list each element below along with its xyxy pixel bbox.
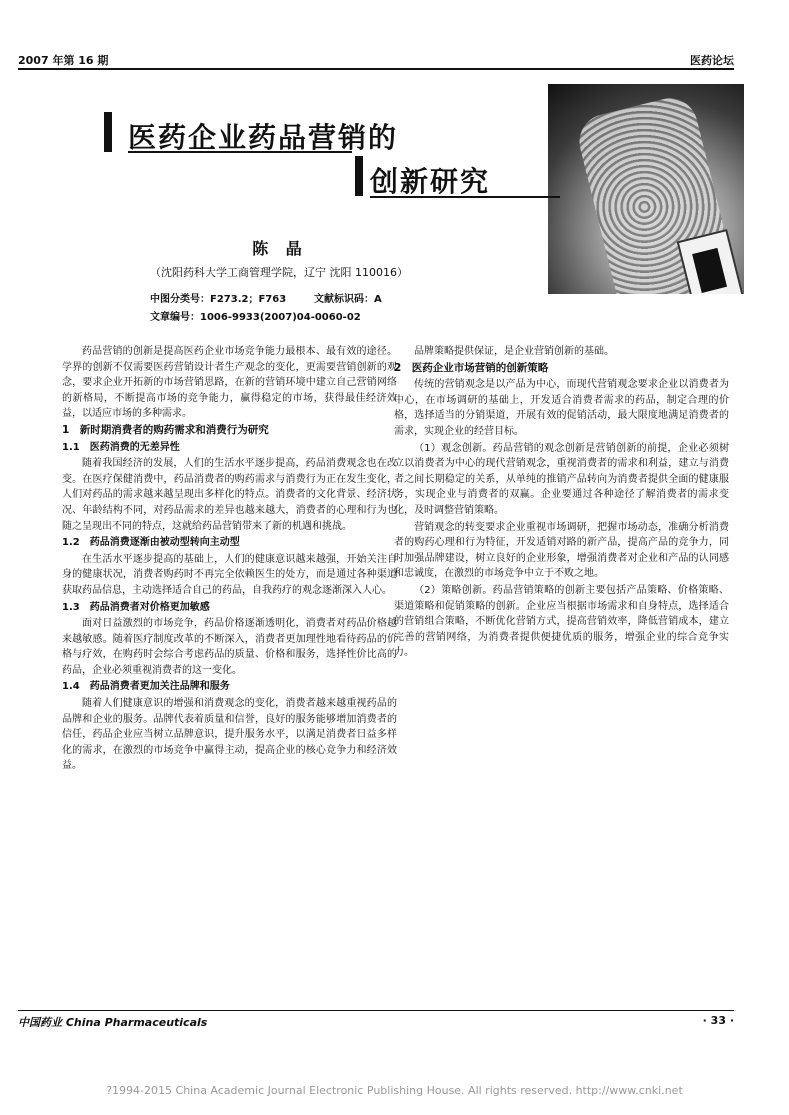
body-paragraph: 传统的营销观念是以产品为中心，而现代营销观念要求企业以消费者为中心，在市场调研的基础上，开发适合消费者需求的药品，制定合理的价格，选择适当的分销渠道，开展有效的促销活动，最大限度地满足消费者的需求，实现企业的经营目标。 xyxy=(394,379,729,437)
body-paragraph: 品牌策略提供保证，是企业营销创新的基础。 xyxy=(414,346,614,357)
title-underline xyxy=(128,151,352,153)
page-number: · 33 · xyxy=(702,1014,734,1027)
author-affiliation: （沈阳药科大学工商管理学院，辽宁 沈阳 110016） xyxy=(150,266,408,279)
body-paragraph: （1）观念创新。药品营销的观念创新是营销创新的前提，企业必须树立以消费者为中心的现代营销观念，重视消费者的需求和利益，建立与消费者之间长期稳定的关系，从单纯的推销产品转向为消费者提供全面的健康服务，实现企业与消费者的双赢。企业要通过各种途径了解消费者的需求变化，及时调整营销策略。 xyxy=(394,442,729,516)
footer-rule xyxy=(18,1010,734,1011)
running-footer xyxy=(18,1014,734,1030)
section-heading: 2 医药企业市场营销的创新策略 xyxy=(394,361,549,374)
classification-number: 中图分类号：F273.2；F763 xyxy=(150,294,287,305)
header-issue: 2007 年第 16 期 xyxy=(18,54,109,67)
article-title-line2: 创新研究 xyxy=(370,165,491,198)
body-paragraph: 药品营销的创新是提高医药企业市场竞争能力最根本、最有效的途径。学界的创新不仅需要医药营销设计者生产观念的变化，更需要营销创新的观念，要求企业开拓新的市场营销思路，在新的营销环境中建立自己营销网络的新格局，不断提高市场的竞争能力，赢得稳定的市场，获得最佳经济效益，以适应市场的多种需求。 xyxy=(62,346,397,420)
bottle-label xyxy=(677,229,744,294)
right-column xyxy=(394,344,729,1004)
section-heading: 1.1 医药消费的无差异性 xyxy=(62,441,180,453)
body-paragraph: 随着人们健康意识的增强和消费观念的变化，消费者越来越重视药品的品牌和企业的服务。品牌代表着质量和信誉，良好的服务能够增加消费者的信任，药品企业应当树立品牌意识，提升服务水平，以满足消费者日益多样化的需求，在激烈的市场竞争中赢得主动，提高企业的核心竞争力和经济效益。 xyxy=(62,698,397,772)
body-paragraph: 面对日益激烈的市场竞争，药品价格逐渐透明化，消费者对药品价格越来越敏感。随着医疗制度改革的不断深入，消费者更加理性地看待药品的价格与疗效，在购药时会综合考虑药品的质量、价格和服务，选择性价比高的药品，企业必须重视消费者的这一变化。 xyxy=(62,618,397,676)
medicine-bottle-photo xyxy=(548,84,744,294)
body-paragraph: 随着我国经济的发展，人们的生活水平逐步提高，药品消费观念也在改变。在医疗保健消费中，药品消费者的购药需求与消费行为正在发生变化，人们对药品的需求越来越呈现出多样化的特点。消费者的文化背景、经济状况、年龄结构不同，对药品需求的差异也越来越大，消费者的心理和行为也随之呈现出不同的特点，这就给药品营销带来了新的机遇和挑战。 xyxy=(62,458,397,532)
classification-line xyxy=(150,290,550,305)
cnki-watermark: ?1994-2015 China Academic Journal Electronic Publishing House. All rights reserved. http://www.cnki.net xyxy=(106,1084,683,1097)
journal-name: 中国药业 China Pharmaceuticals xyxy=(18,1016,208,1029)
body-paragraph: 营销观念的转变要求企业重视市场调研，把握市场动态，准确分析消费者的购药心理和行为特征，开发适销对路的新产品，提高产品的竞争力，同时加强品牌建设，树立良好的企业形象，增强消费者对企业和产品的认同感和忠诚度，在激烈的市场竞争中立于不败之地。 xyxy=(394,521,729,580)
title-accent-bar-2 xyxy=(355,156,363,196)
article-title-line1: 医药企业药品营销的 xyxy=(128,121,399,154)
section-heading: 1.4 药品消费者更加关注品牌和服务 xyxy=(62,681,230,693)
section-heading: 1 新时期消费者的购药需求和消费行为研究 xyxy=(62,423,269,436)
header-rule xyxy=(18,68,734,70)
section-heading: 1.2 药品消费逐渐由被动型转向主动型 xyxy=(62,537,240,549)
article-number: 文章编号：1006-9933(2007)04-0060-02 xyxy=(150,312,361,323)
document-code: 文献标识码：A xyxy=(314,294,382,305)
header-section: 医药论坛 xyxy=(690,54,734,67)
body-paragraph: 在生活水平逐步提高的基础上，人们的健康意识越来越强，开始关注自身的健康状况，消费者购药时不再完全依赖医生的处方，而是通过各种渠道获取药品信息，主动选择适合自己的药品，自我药疗的观念逐渐深入人心。 xyxy=(62,553,397,596)
title-underline-2 xyxy=(370,196,560,198)
section-heading: 1.3 药品消费者对价格更加敏感 xyxy=(62,601,210,613)
author-name: 陈 晶 xyxy=(252,239,308,258)
left-column xyxy=(62,344,397,1004)
title-accent-bar xyxy=(104,112,112,152)
body-paragraph: （2）策略创新。药品营销策略的创新主要包括产品策略、价格策略、渠道策略和促销策略的创新。企业应当根据市场需求和自身特点，选择适合的营销组合策略，不断优化营销方式，提高营销效率，降低营销成本，建立完善的营销网络，为消费者提供便捷优质的服务，增强企业的综合竞争实力。 xyxy=(394,584,729,659)
